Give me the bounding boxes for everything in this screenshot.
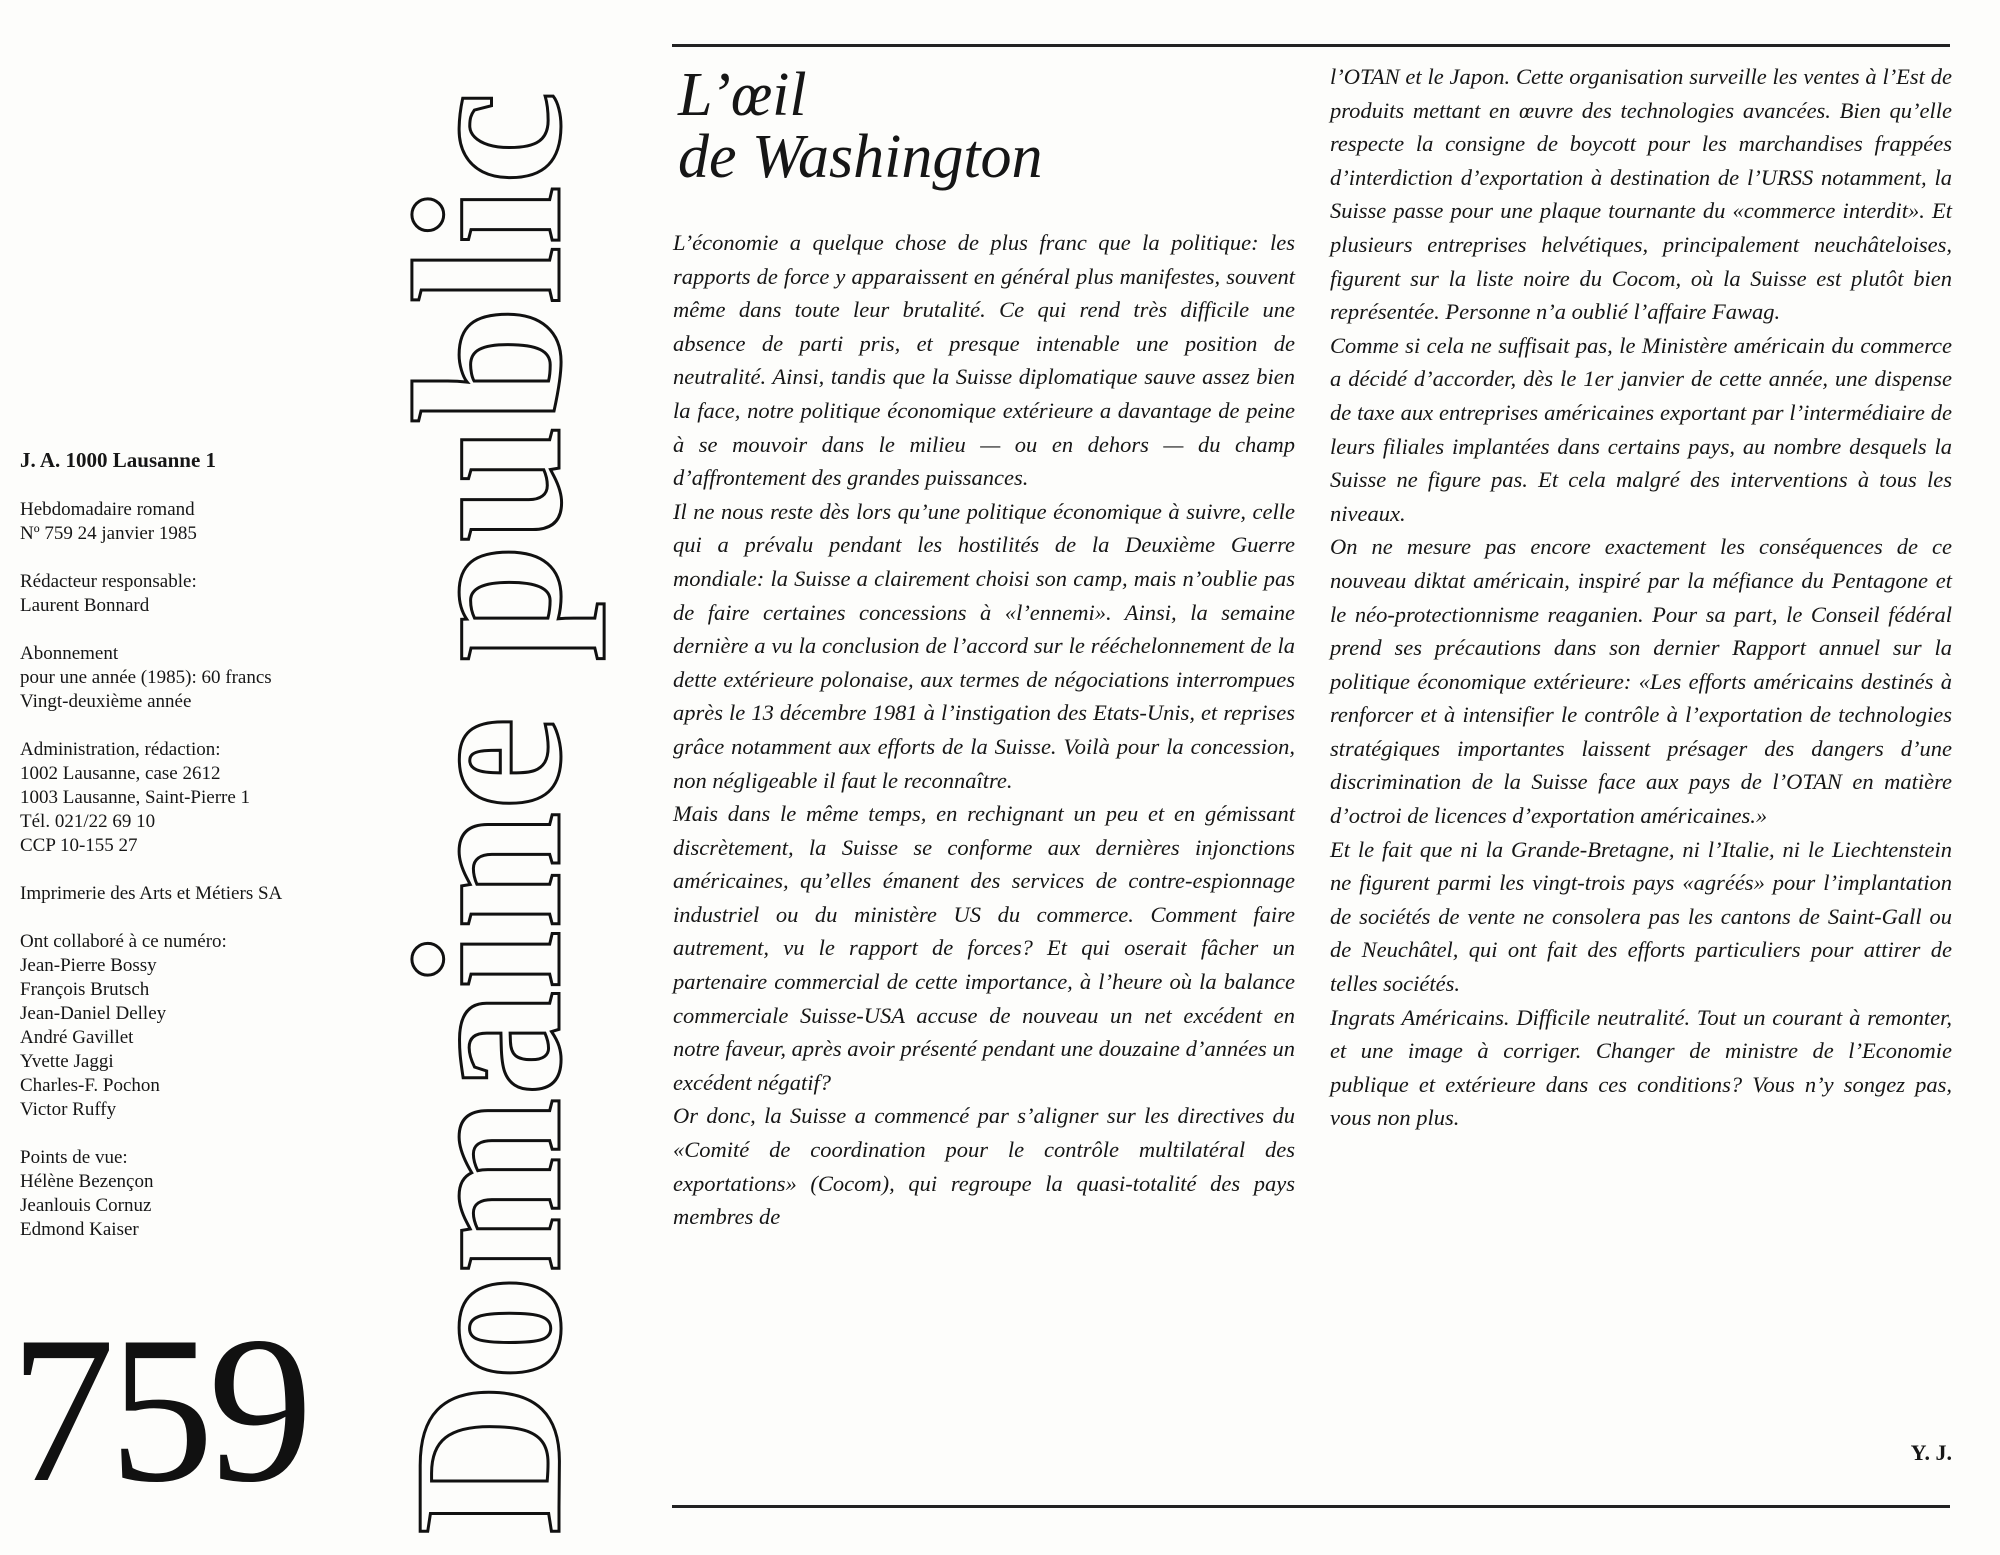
issue-line: Nº 759 24 janvier 1985 — [20, 523, 197, 544]
viewpoint-author: Edmond Kaiser — [20, 1219, 139, 1240]
article-paragraph: L’économie a quelque chose de plus franc que la politique: les rapports de force y apparaissent en général plus manifestes, souvent même dans toute leur brutalité. Ce qui rend très difficile une absence de parti pris, et presque intenable une position de neutralité. Ainsi, tandis que la Suisse diplomatique sauve assez bien la face, notre politique économique extérieure a davantage de peine à se mouvoir dans le milieu — ou en dehors — du champ d’affrontement des grandes puissances. — [673, 230, 1295, 491]
viewpoints-heading: Points de vue: — [20, 1147, 128, 1168]
editor-name: Laurent Bonnard — [20, 595, 150, 616]
subscription-block — [20, 642, 360, 714]
subscription-heading: Abonnement — [20, 643, 119, 664]
masthead-title: Domaine public — [370, 89, 605, 1535]
contributors-block — [20, 930, 360, 1122]
article-column-2 — [1330, 60, 1952, 1135]
contributor-name: Jean-Pierre Bossy — [20, 955, 157, 976]
viewpoint-author: Jeanlouis Cornuz — [20, 1195, 152, 1216]
article-title — [678, 61, 1318, 191]
editor-block — [20, 570, 360, 618]
contributor-name: Victor Ruffy — [20, 1099, 117, 1120]
publication-type: Hebdomadaire romand — [20, 499, 195, 520]
article-paragraph: On ne mesure pas encore exactement les conséquences de ce nouveau diktat américain, inspiré par la méfiance du Pentagone et le néo-protectionnisme reaganien. Pour sa part, le Conseil fédéral prend ses précautions dans son dernier Rapport annuel sur la politique économique extérieure: «Les efforts américains destinés à renforcer et à intensifier le contrôle à l’exportation de technologies stratégiques importantes laissent présager des dangers d’une discrimination de la Suisse face aux pays de l’OTAN en matière d’octroi de licences d’exportation américaines.» — [1330, 534, 1952, 829]
bottom-rule — [672, 1505, 1950, 1508]
admin-phone: Tél. 021/22 69 10 — [20, 811, 156, 832]
contributor-name: Jean-Daniel Delley — [20, 1003, 167, 1024]
contributors-heading: Ont collaboré à ce numéro: — [20, 931, 227, 952]
contributor-name: Yvette Jaggi — [20, 1051, 114, 1072]
article-paragraph: Il ne nous reste dès lors qu’une politique économique à suivre, celle qui a prévalu pendant les hostilités de la Deuxième Guerre mondiale: la Suisse a clairement choisi son camp, mais n’oublie pas de faire certaines concessions à «l’ennemi». Ainsi, la semaine dernière a vu la conclusion de l’accord sur le rééchelonnement de la dette extérieure polonaise, aux termes de négociations interrompues après le 13 décembre 1981 à l’instigation des Etats-Unis, et reprises grâce notamment aux efforts de la Suisse. Voilà pour la concession, non négligeable il faut le reconnaître. — [673, 498, 1295, 793]
viewpoint-author: Hélène Bezençon — [20, 1171, 154, 1192]
publication-year: Vingt-deuxième année — [20, 691, 192, 712]
printer-block — [20, 882, 360, 906]
masthead-info — [20, 448, 360, 1266]
author-signature: Y. J. — [1910, 1440, 1952, 1465]
printer-name: Imprimerie des Arts et Métiers SA — [20, 883, 283, 904]
article-title-line: L’œil — [678, 61, 807, 129]
article-title-line: de Washington — [678, 123, 1043, 191]
article-paragraph: Comme si cela ne suffisait pas, le Ministère américain du commerce a décidé d’accorder, dès le 1er janvier de cette année, une dispense de taxe aux entreprises américaines exportant par l’intermédiaire de leurs filiales implantées dans certains pays, au nombre desquels la Suisse ne figure pas. Et cela malgré des interventions à tous les niveaux. — [1330, 332, 1952, 526]
editor-heading: Rédacteur responsable: — [20, 571, 197, 592]
top-rule — [672, 44, 1950, 47]
issue-number: 759 — [10, 1294, 307, 1526]
viewpoints-block — [20, 1146, 360, 1242]
contributor-name: Charles-F. Pochon — [20, 1075, 160, 1096]
admin-address: 1003 Lausanne, Saint-Pierre 1 — [20, 787, 251, 808]
article-column-1 — [673, 226, 1295, 1234]
admin-ccp: CCP 10-155 27 — [20, 835, 138, 856]
article-paragraph: l’OTAN et le Japon. Cette organisation surveille les ventes à l’Est de produits mettant en œuvre des technologies avancées. Bien qu’elle respecte la consigne de boycott pour les marchandises frappées d’interdiction d’exportation à destination de l’URSS notamment, la Suisse passe pour une plaque tournante du «commerce interdit». Et plusieurs entreprises helvétiques, principalement neuchâteloises, figurent sur la liste noire du Cocom, où la Suisse est plutôt bien représentée. Personne n’a oublié l’affaire Fawag. — [1330, 64, 1952, 325]
contributor-name: André Gavillet — [20, 1027, 134, 1048]
contributor-name: François Brutsch — [20, 979, 150, 1000]
subscription-price: pour une année (1985): 60 francs — [20, 667, 272, 688]
article-paragraph: Ingrats Américains. Difficile neutralité. Tout un courant à remonter, et une image à corriger. Changer de ministre de l’Economie publique et extérieure dans ces conditions? Vous n’y songez pas, vous non plus. — [1330, 1004, 1952, 1131]
admin-address: 1002 Lausanne, case 2612 — [20, 763, 221, 784]
ja-address: J. A. 1000 Lausanne 1 — [20, 448, 217, 472]
article-paragraph: Et le fait que ni la Grande-Bretagne, ni l’Italie, ni le Liechtenstein ne figurent parmi les vingt-trois pays «agréés» pour l’implantation de sociétés de vente ne consolera pas les cantons de Saint-Gall ou de Neuchâtel, qui ont fait des efforts particuliers pour attirer de telles sociétés. — [1330, 836, 1952, 997]
administration-block — [20, 738, 360, 858]
admin-heading: Administration, rédaction: — [20, 739, 221, 760]
article-paragraph: Mais dans le même temps, en rechignant un peu et en gémissant discrètement, la Suisse se conforme aux dernières injonctions américaines, qu’elles émanent des services de contre-espionnage industriel ou du ministère US du commerce. Comment faire autrement, vu le rapport de forces? Et qui oserait fâcher un partenaire commercial de cette importance, à l’heure où la balance commerciale Suisse-USA accuse de nouveau un net excédent en notre faveur, après avoir présenté pendant une douzaine d’années un excédent négatif? — [673, 801, 1295, 1095]
publication-block — [20, 498, 360, 546]
article-paragraph: Or donc, la Suisse a commencé par s’aligner sur les directives du «Comité de coordination pour le contrôle multilatéral des exportations» (Cocom), qui regroupe la quasi-totalité des pays membres de — [673, 1103, 1295, 1230]
